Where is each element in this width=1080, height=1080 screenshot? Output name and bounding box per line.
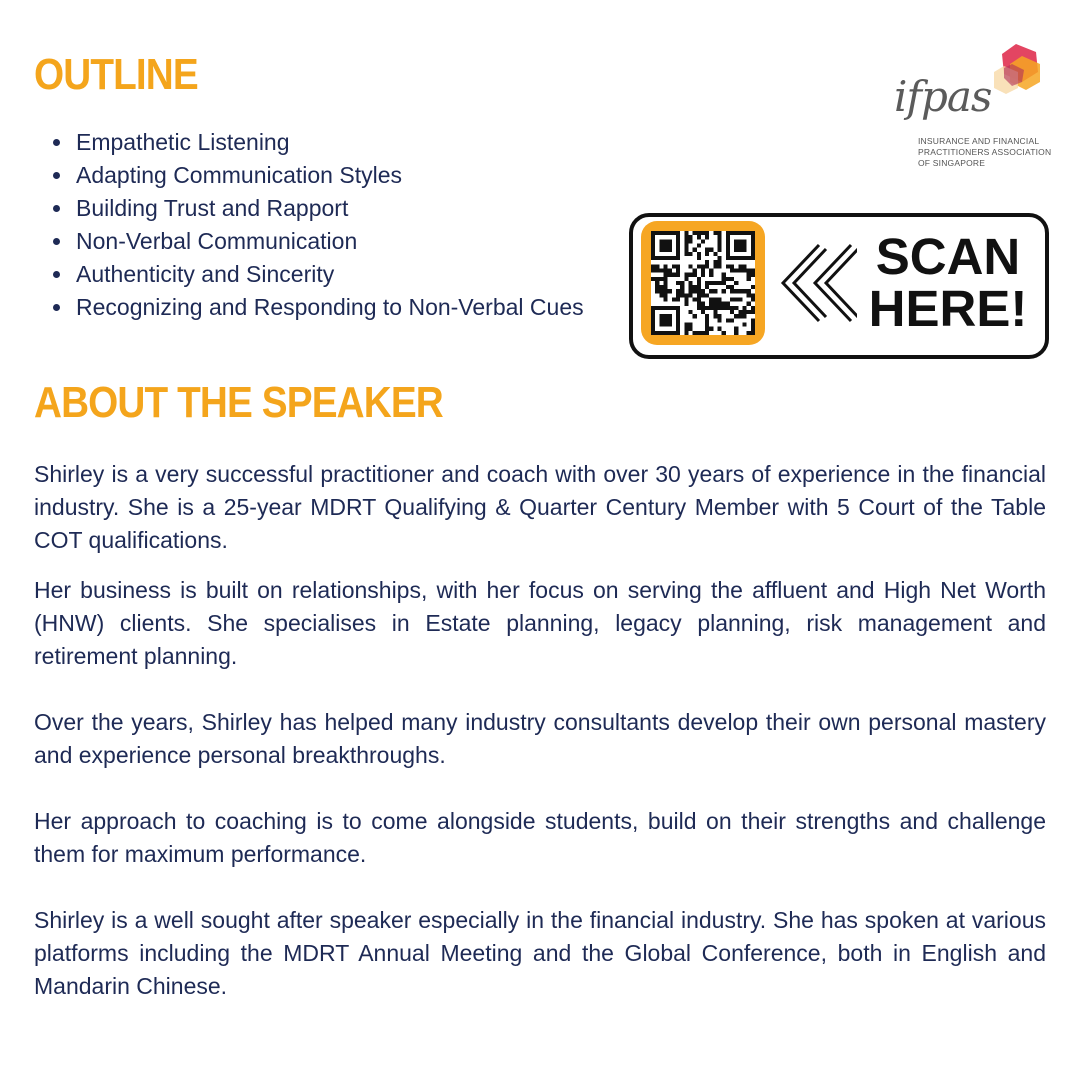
bio-paragraph: Shirley is a well sought after speaker especially in the financial industry. She has spoken at various platforms including the MDRT Annual Meeting and the Global Conference, both in English and Mandarin Chinese. bbox=[34, 907, 1046, 999]
scan-label: SCAN bbox=[875, 228, 1021, 285]
scan-here-label bbox=[858, 228, 1038, 337]
outline-item: • Recognizing and Responding to Non-Verbal Cues bbox=[74, 291, 594, 324]
outline-list bbox=[48, 126, 594, 324]
double-chevron-left-icon bbox=[779, 241, 857, 325]
scan-here-box[interactable] bbox=[629, 213, 1049, 359]
ifpas-logo bbox=[894, 42, 1054, 174]
bio-paragraph: Her business is built on relationships, with her focus on serving the affluent and High Net Worth (HNW) clients. She specialises in Estate planning, legacy planning, risk management and retirement planning. bbox=[34, 577, 1046, 669]
outline-heading: OUTLINE bbox=[34, 50, 198, 99]
outline-item: • Building Trust and Rapport bbox=[74, 192, 594, 225]
outline-item: • Empathetic Listening bbox=[74, 126, 594, 159]
outline-item: • Adapting Communication Styles bbox=[74, 159, 594, 192]
bio-paragraph: Shirley is a very successful practitioner and coach with over 30 years of experience in the financial industry. She is a 25-year MDRT Qualifying & Quarter Century Member with 5 Court of the Table COT qualifications. bbox=[34, 461, 1046, 553]
about-speaker-heading: ABOUT THE SPEAKER bbox=[34, 378, 443, 427]
logo-subtitle: INSURANCE AND FINANCIAL PRACTITIONERS ASSOCIATION OF SINGAPORE bbox=[918, 136, 1052, 168]
logo-wordmark: ifpas bbox=[894, 72, 992, 121]
outline-item: • Non-Verbal Communication bbox=[74, 225, 594, 258]
qr-code-frame[interactable] bbox=[641, 221, 765, 345]
here-label: HERE! bbox=[868, 280, 1028, 337]
outline-item: • Authenticity and Sincerity bbox=[74, 258, 594, 291]
qr-code-icon[interactable] bbox=[651, 231, 755, 335]
bio-paragraph: Over the years, Shirley has helped many industry consultants develop their own personal mastery and experience personal breakthroughs. bbox=[34, 709, 1046, 768]
bio-paragraph: Her approach to coaching is to come alongside students, build on their strengths and challenge them for maximum performance. bbox=[34, 808, 1046, 867]
